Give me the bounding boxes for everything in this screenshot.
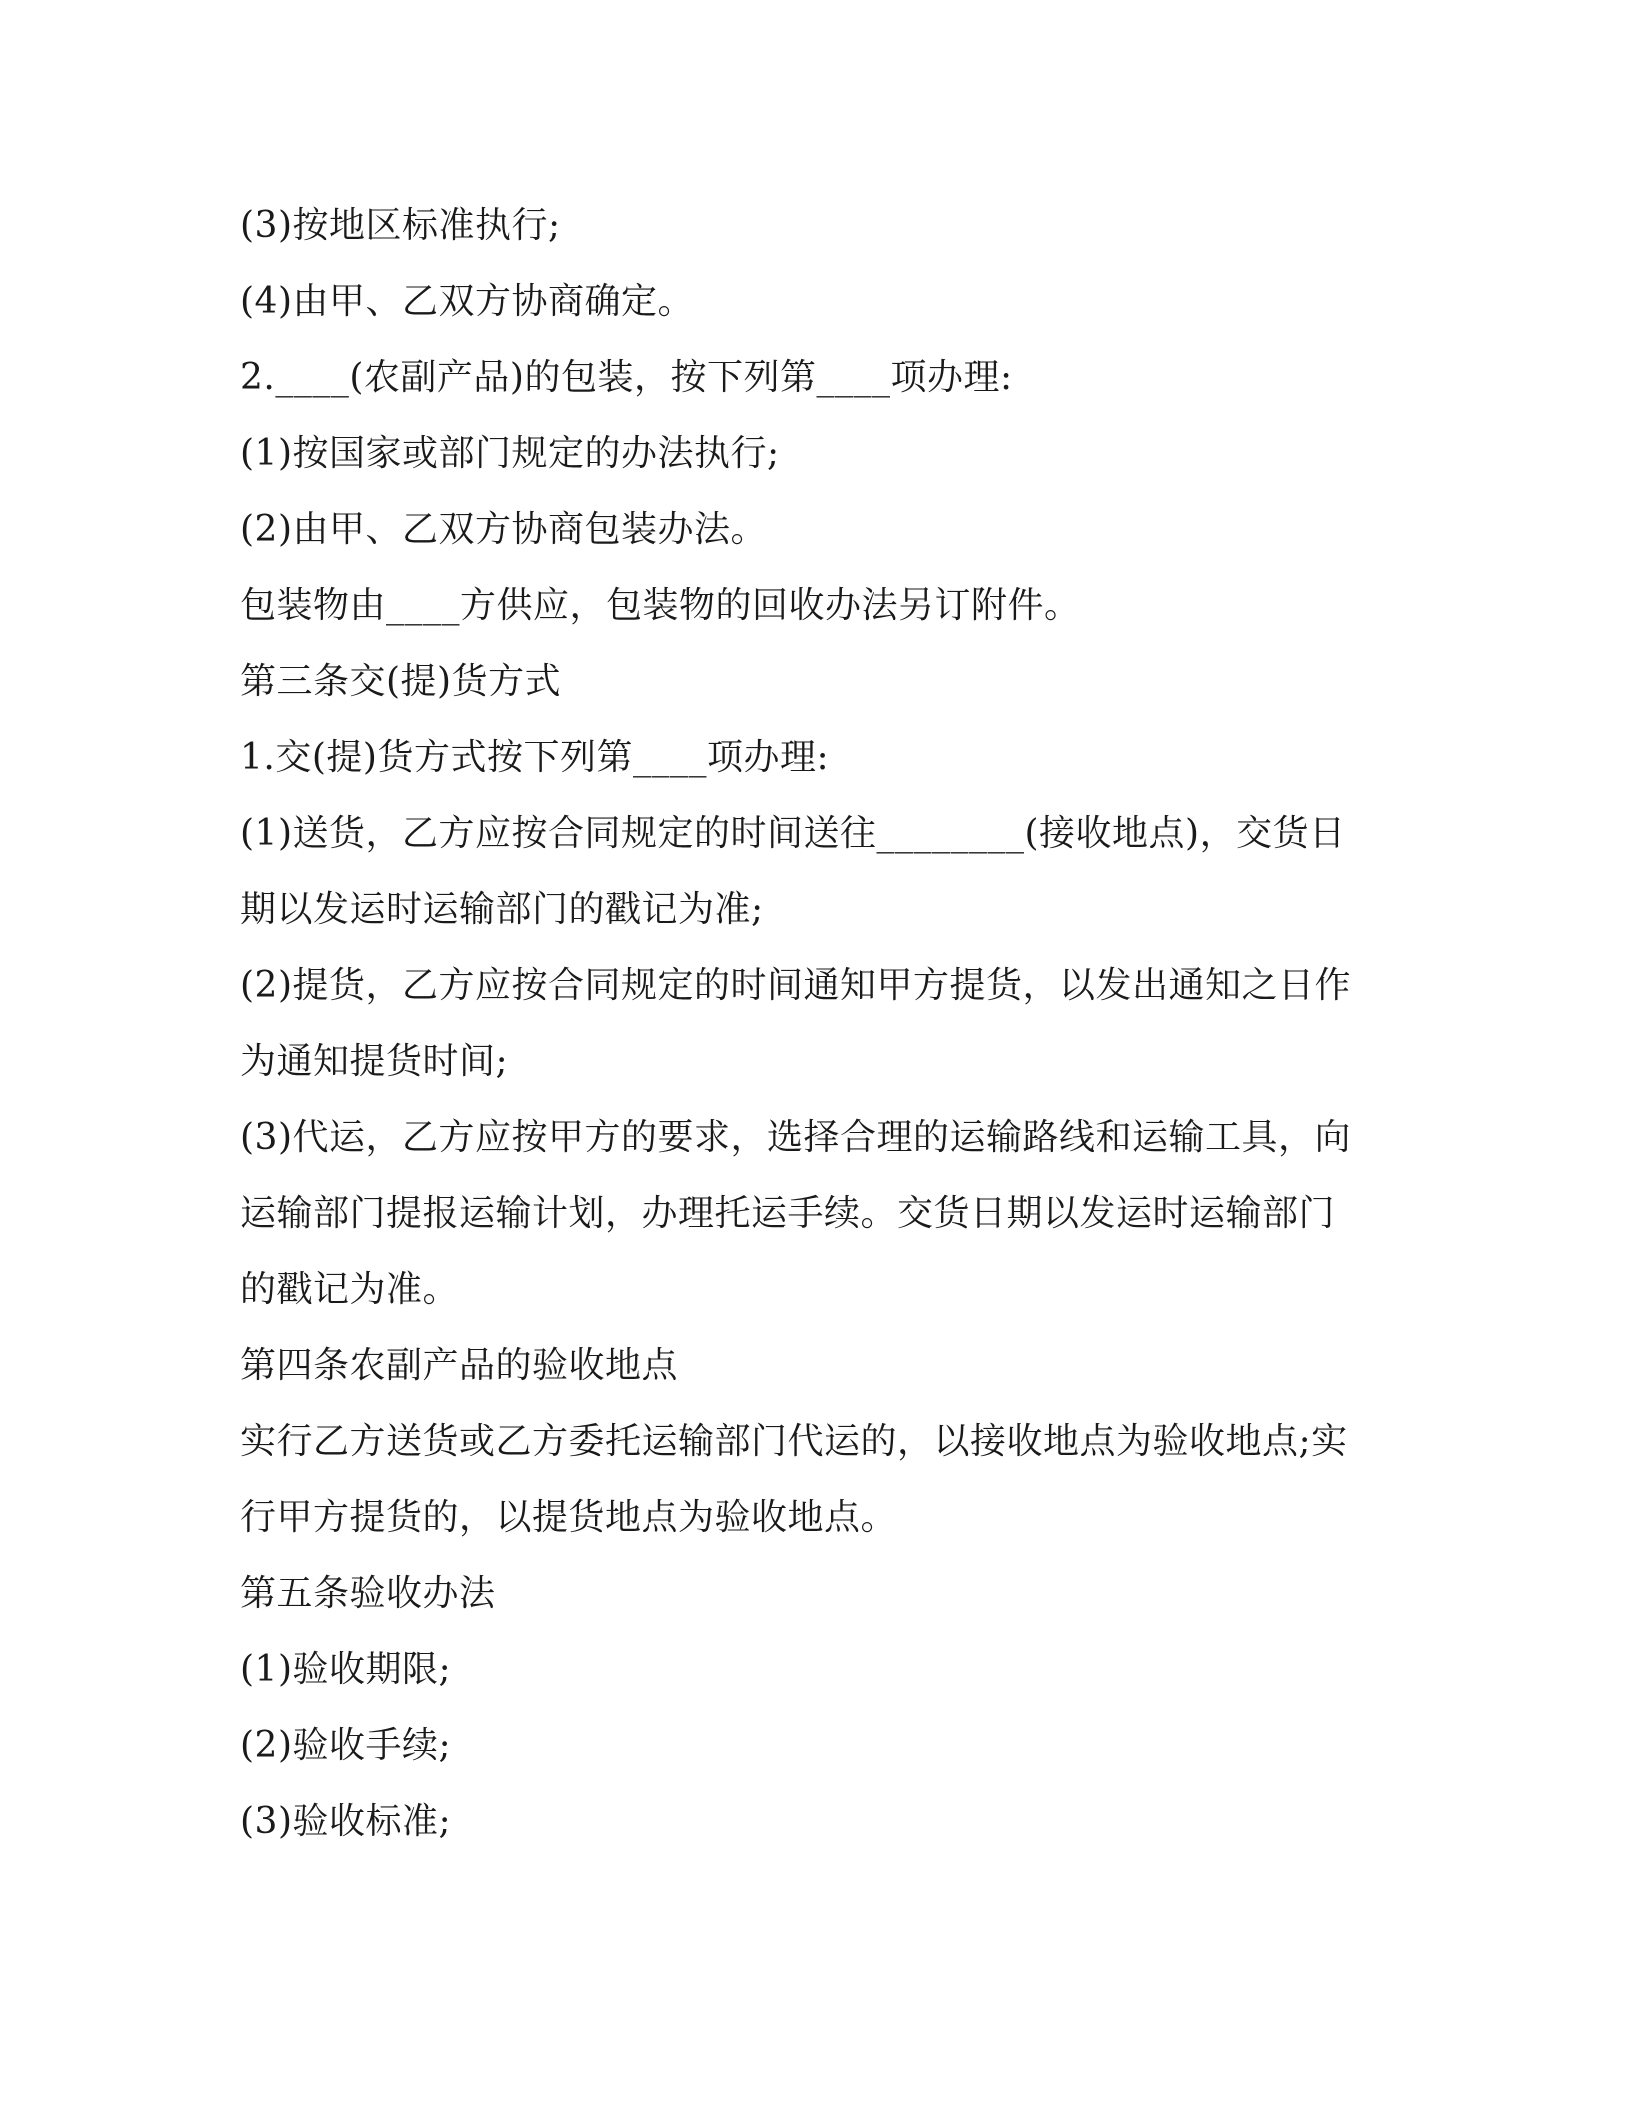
text-line: (2)验收手续; — [240, 1725, 452, 1766]
text-line: 行甲方提货的，以提货地点为验收地点。 — [240, 1497, 898, 1538]
section-heading: 第四条农副产品的验收地点 — [240, 1345, 679, 1386]
text-line: 实行乙方送货或乙方委托运输部门代运的，以接收地点为验收地点;实 — [240, 1421, 1348, 1462]
text-line: 1.交(提)货方式按下列第____项办理: — [240, 737, 830, 778]
text-line: 运输部门提报运输计划，办理托运手续。交货日期以发运时运输部门 — [240, 1193, 1336, 1234]
text-line: (2)提货，乙方应按合同规定的时间通知甲方提货，以发出通知之日作 — [240, 965, 1351, 1006]
text-line: (1)按国家或部门规定的办法执行; — [240, 433, 780, 474]
text-line: (3)代运，乙方应按甲方的要求，选择合理的运输路线和运输工具，向 — [240, 1117, 1351, 1158]
document-page — [240, 188, 1370, 1860]
text-line: 包装物由____方供应，包装物的回收办法另订附件。 — [240, 585, 1081, 626]
text-line: (3)验收标准; — [240, 1801, 452, 1842]
text-line: 2.____(农副产品)的包装，按下列第____项办理: — [240, 357, 1013, 398]
text-line: (3)按地区标准执行; — [240, 205, 561, 246]
text-line: (2)由甲、乙双方协商包装办法。 — [240, 509, 767, 550]
text-line: (1)验收期限; — [240, 1649, 452, 1690]
text-line: 期以发运时运输部门的戳记为准; — [240, 889, 764, 930]
text-line: (4)由甲、乙双方协商确定。 — [240, 281, 694, 322]
text-line: (1)送货，乙方应按合同规定的时间送往________(接收地点)，交货日 — [240, 813, 1346, 854]
section-heading: 第三条交(提)货方式 — [240, 661, 562, 702]
text-line: 的戳记为准。 — [240, 1269, 460, 1310]
text-line: 为通知提货时间; — [240, 1041, 509, 1082]
section-heading: 第五条验收办法 — [240, 1573, 496, 1614]
